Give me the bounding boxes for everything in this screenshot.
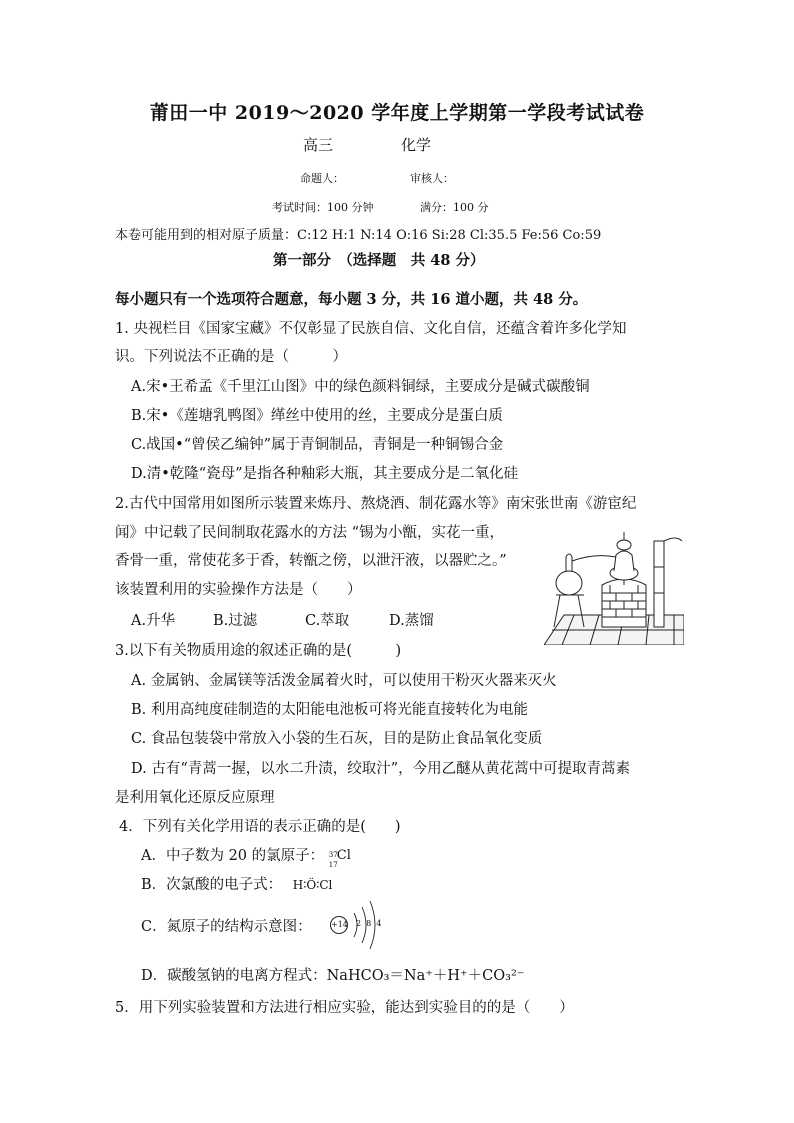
section-title: 第一部分 （选择题 共 48 分） [273, 252, 485, 269]
exam-time: 考试时间：100 分钟 [272, 201, 374, 214]
q3-option-a: A. 金属钠、金属镁等活泼金属着火时，可以使用干粉灭火器来灭火 [131, 673, 557, 689]
hypochlorous-acid-electron-formula: H∶Ö∶Cl [292, 878, 333, 892]
q3-option-d-line1: D. 古有“青蒿一握，以水二升渍，绞取汁”，今用乙醚从黄花蒿中可提取青蒿素 [131, 761, 631, 777]
q2-option-a: A.升华 [131, 613, 176, 629]
q2-stem-line2: 闻》中记载了民间制取花露水的方法 “锡为小甑，实花一重， [115, 525, 505, 541]
section-instruction: 每小题只有一个选项符合题意，每小题 3 分，共 16 道小题，共 48 分。 [115, 291, 588, 308]
q3-option-b: B. 利用高纯度硅制造的太阳能电池板可将光能直接转化为电能 [131, 702, 528, 718]
q5-stem: 5．用下列实验装置和方法进行相应实验，能达到实验目的的是（ ） [115, 1000, 574, 1016]
q4-option-a-text: A．中子数为 20 的氯原子： [141, 848, 325, 864]
q3-stem: 3.以下有关物质用途的叙述正确的是( ) [115, 643, 402, 659]
q1-option-b: B.宋•《莲塘乳鸭图》缂丝中使用的丝，主要成分是蛋白质 [131, 408, 503, 424]
q4-option-b-text: B．次氯酸的电子式： [141, 877, 283, 893]
q3-option-d-line2: 是利用氧化还原反应原理 [115, 790, 275, 806]
isotope-symbol: Cl [336, 848, 351, 863]
q4-option-b [141, 875, 332, 895]
chlorine-isotope-notation [328, 846, 351, 869]
q4-option-d: D．碳酸氢钠的电离方程式：NaHCO₃＝Na⁺＋H⁺＋CO₃²⁻ [141, 968, 525, 984]
q1-option-a: A.宋•王希孟《千里江山图》中的绿色颜料铜绿，主要成分是碱式碳酸铜 [131, 379, 590, 395]
isotope-atomic-number: 17 [328, 861, 338, 869]
q1-stem-line1: 1. 央视栏目《国家宝藏》不仅彰显了民族自信、文化自信，还蕴含着许多化学知 [115, 321, 627, 337]
q1-option-d: D.清•乾隆“瓷母”是指各种釉彩大瓶，其主要成分是二氧化硅 [131, 466, 519, 482]
subject-label: 化学 [401, 136, 432, 154]
isotope-mass-number: 37 [328, 851, 338, 859]
q2-option-b: B.过滤 [213, 613, 258, 629]
exam-title: 莆田一中 2019～2020 学年度上学期第一学段考试试卷 [149, 102, 645, 124]
q4-option-c-text: C．氮原子的结构示意图： [141, 919, 312, 935]
grade-label: 高三 [303, 136, 334, 154]
electron-shell-counts: 2 8 4 [356, 919, 382, 928]
reviewer-label: 审核人： [410, 172, 454, 185]
q3-option-c: C. 食品包装袋中常放入小袋的生石灰，目的是防止食品氧化变质 [131, 731, 543, 747]
nucleus-charge: +14 [330, 916, 348, 934]
q4-option-c [141, 917, 312, 937]
q2-option-d: D.蒸馏 [389, 613, 434, 629]
q4-option-a [141, 846, 351, 869]
q2-option-c: C.萃取 [305, 613, 350, 629]
q2-stem-line4: 该装置利用的实验操作方法是（ ） [115, 582, 362, 598]
distillation-apparatus-figure [544, 527, 684, 645]
full-score: 满分：100 分 [420, 201, 489, 214]
q1-option-c: C.战国•“曾侯乙编钟”属于青铜制品，青铜是一种铜锡合金 [131, 437, 504, 453]
atom-structure-diagram [330, 895, 390, 955]
q1-stem-line2: 识。下列说法不正确的是（ ） [115, 349, 347, 365]
setter-label: 命题人： [300, 172, 344, 185]
q2-stem-line3: 香骨一重，常使花多于香，转甑之傍，以泄汗液，以器贮之。” [115, 553, 507, 569]
q4-stem: 4．下列有关化学用语的表示正确的是( ) [119, 819, 401, 835]
atomic-masses: 本卷可能用到的相对原子质量：C:12 H:1 N:14 O:16 Si:28 Cl:35.5 Fe:56 Co:59 [115, 228, 602, 243]
q2-stem-line1: 2.古代中国常用如图所示装置来炼丹、熬烧酒、制花露水等》南宋张世南《游宦纪 [115, 496, 637, 512]
